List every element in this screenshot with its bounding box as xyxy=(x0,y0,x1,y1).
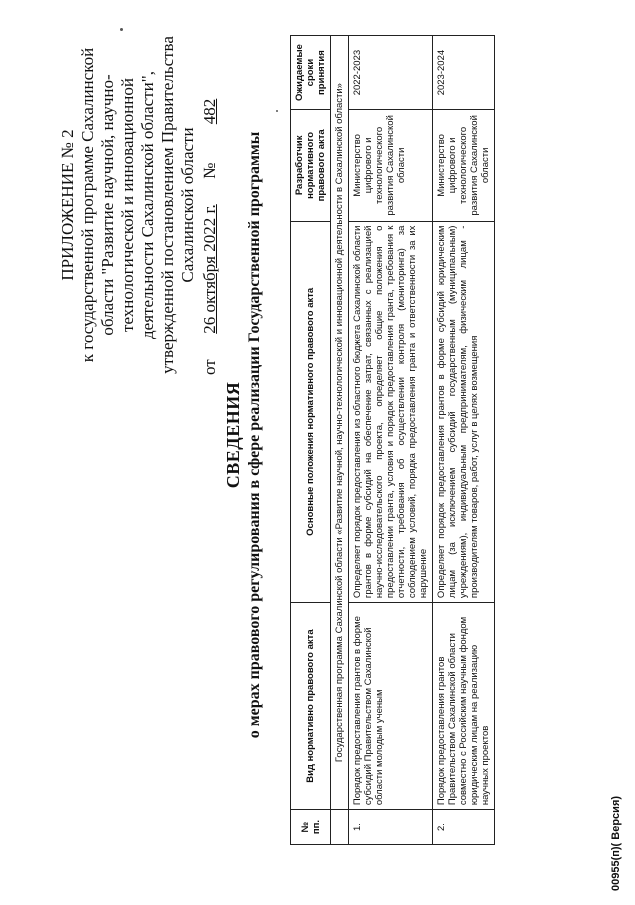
number-label: № xyxy=(200,162,219,179)
document-heading xyxy=(223,115,264,755)
appendix-date-line xyxy=(200,5,220,405)
date-value: 26 октября 2022 г. xyxy=(200,204,219,334)
row-num: 2. xyxy=(433,810,495,845)
scan-speck xyxy=(120,28,123,31)
row-num: 1. xyxy=(349,810,433,845)
header-provisions: Основные положения нормативного правового акта xyxy=(291,221,331,603)
row-provisions: Определяет порядок предоставления из областного бюджета Сахалинской области грантов в форме субсидий на обеспечение затрат, связанных с реализацией научно-исследовательского проекта, определяет общие положения о предоставлении гранта, условия и порядок предоставления гранта, требования к отчетности, требования об осуществлении контроля (мониторинга) за соблюдением условий, порядка предоставления гранта и ответственности за их нарушение xyxy=(349,221,433,603)
header-developer: Разработчик нормативного правового акта xyxy=(291,110,331,221)
row-name: Порядок предоставления грантов в форме субсидий Правительством Сахалинской области молодым ученым xyxy=(349,603,433,810)
row-developer: Министерство цифрового и технологического развития Сахалинской области xyxy=(433,110,495,221)
program-title-cell: Государственная программа Сахалинской области «Развитие научной, научно-технологической и инновационной деятельности в Сахалинской области» xyxy=(331,36,349,810)
date-prefix: от xyxy=(200,359,219,375)
measures-table xyxy=(290,35,495,845)
table-row xyxy=(349,36,433,845)
appendix-line: к государственной программе Сахалинской xyxy=(78,47,97,363)
number-value: 482 xyxy=(200,98,219,125)
table-header-row xyxy=(291,36,331,845)
heading-title: СВЕДЕНИЯ xyxy=(223,381,243,489)
appendix-line: утвержденной постановлением Правительства xyxy=(158,36,177,374)
row-developer: Министерство цифрового и технологического развития Сахалинской области xyxy=(349,110,433,221)
row-provisions: Определяет порядок предоставления грантов в форме субсидий юридическим лицам (за исключением субсидий государственным (муниципальным) учреждениям), индивидуальным предпринимателям, физическим лицам - производителям товаров, работ, услуг в целях возмещения xyxy=(433,221,495,603)
row-name: Порядок предоставления грантов Правительством Сахалинской области совместно с Российским научным фондом юридическим лицам на реализацию научных проектов xyxy=(433,603,495,810)
scan-speck xyxy=(276,110,278,112)
appendix-block xyxy=(58,5,220,405)
row-term: 2023-2024 xyxy=(433,36,495,110)
appendix-title: ПРИЛОЖЕНИЕ № 2 xyxy=(58,129,77,281)
appendix-line: Сахалинской области xyxy=(178,127,197,283)
program-empty-cell xyxy=(331,810,349,845)
appendix-line: деятельности Сахалинской области", xyxy=(138,71,157,339)
header-name: Вид нормативно правового акта xyxy=(291,603,331,810)
appendix-line: области "Развитие научной, научно- xyxy=(98,74,117,336)
appendix-line: технологической и инновационной xyxy=(118,78,137,332)
row-term: 2022-2023 xyxy=(349,36,433,110)
program-row xyxy=(331,36,349,845)
header-term: Ожидаемые сроки принятия xyxy=(291,36,331,110)
document-version-mark: 00955(п)( Версия) xyxy=(610,795,622,891)
heading-subtitle: о мерах правового регулирования в сфере реализации Государственной программы xyxy=(246,131,263,739)
header-num: № пп. xyxy=(291,810,331,845)
table-row xyxy=(433,36,495,845)
